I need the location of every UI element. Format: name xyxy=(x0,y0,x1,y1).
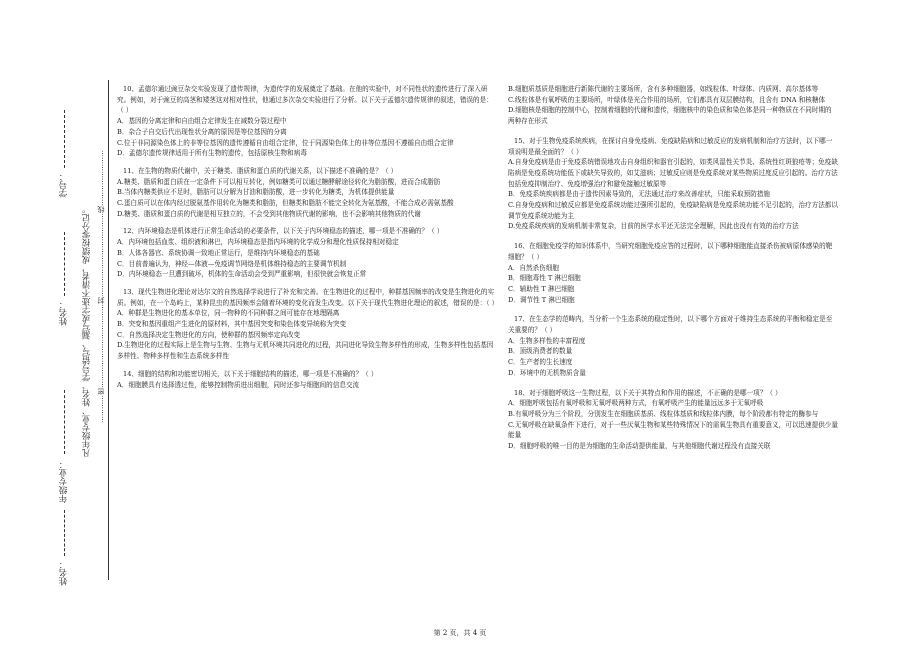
question-14-continued xyxy=(508,84,838,127)
option-c: C.无氧呼吸在缺氧条件下进行，对于一些厌氧生物和某些特殊情况下的需氧生物具有重要意义，可以迅速提供少量能量 xyxy=(508,420,838,440)
school-blank xyxy=(64,510,65,556)
option-b: B．细胞毒性 T 淋巴细胞 xyxy=(508,274,581,283)
name-label: 姓名： xyxy=(59,300,69,326)
question-stem: 18、对于细胞呼吸这一生物过程，以下关于其特点和作用的描述，不正确的是哪一项？（ ） xyxy=(514,388,782,397)
question-11 xyxy=(117,166,495,220)
question-12 xyxy=(117,226,495,280)
question-stem: 14、细胞的结构和功能密切相关，以下关于细胞结构的描述，哪一项是不准确的？（ ） xyxy=(123,369,378,378)
option-c: C．自然选择决定生物进化的方向，使种群的基因频率定向改变 xyxy=(117,330,301,339)
option-c: C.位于非同源染色体上的非等位基因的遗传遵循自由组合定律，位于同源染色体上的非等位基因不遵循自由组合定律 xyxy=(117,138,454,147)
question-stem: 11、在生物的物质代谢中，关于糖类、脂质和蛋白质的代谢关系，以下描述不准确的是？（ ） xyxy=(123,166,398,175)
question-stem: 13、现代生物进化理论对达尔文的自然选择学说进行了补充和完善。在生物进化的过程中，种群基因频率的改变是生物进化的实质。例如，在一个岛屿上，某种昆虫的基因频率会随着环境的变化而发生改变。以下关于现代生物进化理论的叙述，错误的是：（ ） xyxy=(117,287,499,307)
option-d: D.生物进化的过程实际上是生物与生物、生物与无机环境共同进化的过程，共同进化导致生物多样性的形成，生物多样性包括基因多样性、物种多样性和生态系统多样性 xyxy=(117,341,494,361)
option-b: B．人体各器官、系统协调一致地正常运行，是维持内环境稳态的基础 xyxy=(117,248,320,257)
cut-marks: …………密………………………………封………………………………线…………………… xyxy=(97,150,105,423)
option-a: A.糖类、脂质和蛋白质在一定条件下可以相互转化，例如糖类可以通过糖酵解途径转化为脂肪酸，进而合成脂肪 xyxy=(117,177,441,186)
option-c: C.自身免疫病和过敏反应都是免疫系统功能过强所引起的，免疫缺陷病是免疫系统功能不足引起的，治疗方法都以调节免疫系统功能为主 xyxy=(508,201,838,220)
binding-notice: 凡年级专业、姓名、学号错写、漏写或字迹不清者，成绩按零分记。 xyxy=(81,205,91,457)
option-d: D．调节性 T 淋巴细胞 xyxy=(508,295,575,304)
option-c: C.蛋白质可以在体内经过脱氨基作用转化为糖类和脂肪，但糖类和脂肪不能完全转化为氨基酸，不能合成必需氨基酸 xyxy=(117,199,454,208)
question-stem: 12、内环境稳态是机体进行正常生命活动的必要条件，以下关于内环境稳态的描述，哪一项是不准确的？（ ） xyxy=(123,227,444,236)
option-c: C．辅助性 T 淋巴细胞 xyxy=(508,284,575,293)
option-a: A．基因的分离定律和自由组合定律发生在减数分裂过程中 xyxy=(117,117,287,126)
binding-divider xyxy=(108,80,109,580)
option-a: A．细胞膜具有选择透过性，能够控制物质进出细胞，同时还参与细胞间的信息交流 xyxy=(117,380,360,389)
option-a: A．种群是生物进化的基本单位，同一物种的不同种群之间可能存在地理隔离 xyxy=(117,309,340,318)
question-17 xyxy=(508,314,838,378)
option-a: A．细胞呼吸包括有氧呼吸和无氧呼吸两种方式，有氧呼吸产生的能量远远多于无氧呼吸 xyxy=(508,399,764,408)
option-b: B．杂合子自交后代出现性状分离的原因是等位基因的分离 xyxy=(117,127,287,136)
class-label: 年级专业： xyxy=(59,460,69,503)
question-15 xyxy=(508,136,838,232)
school-label: 姓名： xyxy=(59,560,69,586)
option-d: D．细胞呼吸的唯一目的是为细胞的生命活动提供能量，与其他细胞代谢过程没有直接关联 xyxy=(508,442,771,451)
binding-margin xyxy=(0,0,115,651)
question-stem: 17、在生态学的范畴内，当分析一个生态系统的稳定性时，以下哪个方面对于维持生态系统的平衡和稳定是至关重要的？（ ） xyxy=(508,315,833,335)
name-blank xyxy=(64,232,65,296)
student-id-label: 学号： xyxy=(59,172,69,198)
left-column xyxy=(117,84,499,397)
option-c: C．生产者的生长速度 xyxy=(508,358,573,367)
option-b: B.当体内糖类供应不足时，脂肪可以分解为甘油和脂肪酸，进一步转化为糖类，为机体提供能量 xyxy=(117,188,395,197)
right-column xyxy=(508,84,838,461)
option-a: A．生物多样性的丰富程度 xyxy=(508,336,586,345)
question-16 xyxy=(508,241,838,305)
question-stem: 10、孟德尔通过豌豆杂交实验发现了遗传规律，为遗传学的发展奠定了基础。在他的实验中，对不同性状的遗传进行了深入研究。例如，对于豌豆的高茎和矮茎这对相对性状，他通过多次杂交实验进行了分析。以下关于孟德尔遗传规律的叙述，错误的是：（ ） xyxy=(117,85,493,115)
option-d: D.细胞核是细胞的控制中心，控制着细胞的代谢和遗传，细胞核中的染色质和染色体是同一种物质在不同时期的两种存在形式 xyxy=(508,106,832,126)
option-b: B.有氧呼吸分为三个阶段，分别发生在细胞质基质、线粒体基质和线粒体内膜，每个阶段都有特定的酶参与 xyxy=(508,409,819,418)
question-14 xyxy=(117,369,495,390)
question-13 xyxy=(117,287,499,362)
option-d: D．孟德尔遗传规律适用于所有生物的遗传，包括原核生物和病毒 xyxy=(117,149,307,158)
student-id-blank xyxy=(64,110,65,168)
option-b: B．突变和基因重组产生进化的原材料，其中基因突变和染色体变异统称为突变 xyxy=(117,320,347,329)
option-a: A．自然杀伤细胞 xyxy=(508,263,559,272)
option-b: B．免疫系统疾病都是由于遗传因素导致的，无法通过治疗来改善症状，只能采取预防措施 xyxy=(508,190,770,199)
page-number: 第 2 页，共 4 页 xyxy=(433,629,487,637)
option-b: B.细胞质基质是细胞进行新陈代谢的主要场所，含有多种细胞器，如线粒体、叶绿体、内质网、高尔基体等 xyxy=(508,85,819,93)
option-c: C.线粒体是有氧呼吸的主要场所，叶绿体是光合作用的场所，它们都具有双层膜结构，且含有 DNA 和核糖体 xyxy=(508,95,826,104)
option-d: D．内环境稳态一旦遭到破坏，机体的生命活动会受到严重影响，但很快就会恢复正常 xyxy=(117,270,367,279)
question-10 xyxy=(117,84,495,159)
option-a: A.自身免疫病是由于免疫系统错误地攻击自身组织和器官引起的，如类风湿性关节炎、系统性红斑狼疮等；免疫缺陷病是免疫系统功能低下或缺失导致的，如艾滋病；过敏反应则是免疫系统对某些物质过度反应引起的。治疗方法包括免疫抑制治疗、免疫增强治疗和避免接触过敏原等 xyxy=(508,158,838,188)
option-a: A．内环境包括血浆、组织液和淋巴，内环境稳态是指内环境的化学成分和理化性质保持相对稳定 xyxy=(117,238,399,247)
option-d: D.免疫系统疾病的发病机制非常复杂，目前的医学水平还无法完全理解，因此也没有有效的治疗方法 xyxy=(508,222,799,231)
option-d: D．环境中的无机物质含量 xyxy=(508,368,586,377)
class-blank xyxy=(64,390,65,454)
question-stem: 16、在细胞免疫学的知识体系中，当研究细胞免疫应答的过程时，以下哪种细胞能直接杀伤被病原体感染的靶细胞？（ ） xyxy=(508,242,833,261)
question-18 xyxy=(508,388,838,452)
question-stem: 15、对于生物免疫系统疾病，在探讨自身免疫病、免疫缺陷病和过敏反应的发病机制和治疗方法时，以下哪一项说明是最全面的？（ ） xyxy=(508,136,833,156)
option-c: C．目前普遍认为，神经—体液—免疫调节网络是机体维持稳态的主要调节机制 xyxy=(117,259,347,268)
option-b: B．顶级消费者的数量 xyxy=(508,347,573,356)
option-d: D.糖类、脂质和蛋白质的代谢是相互独立的，不会受到其他物质代谢的影响，也不会影响其他物质的代谢 xyxy=(117,209,421,218)
